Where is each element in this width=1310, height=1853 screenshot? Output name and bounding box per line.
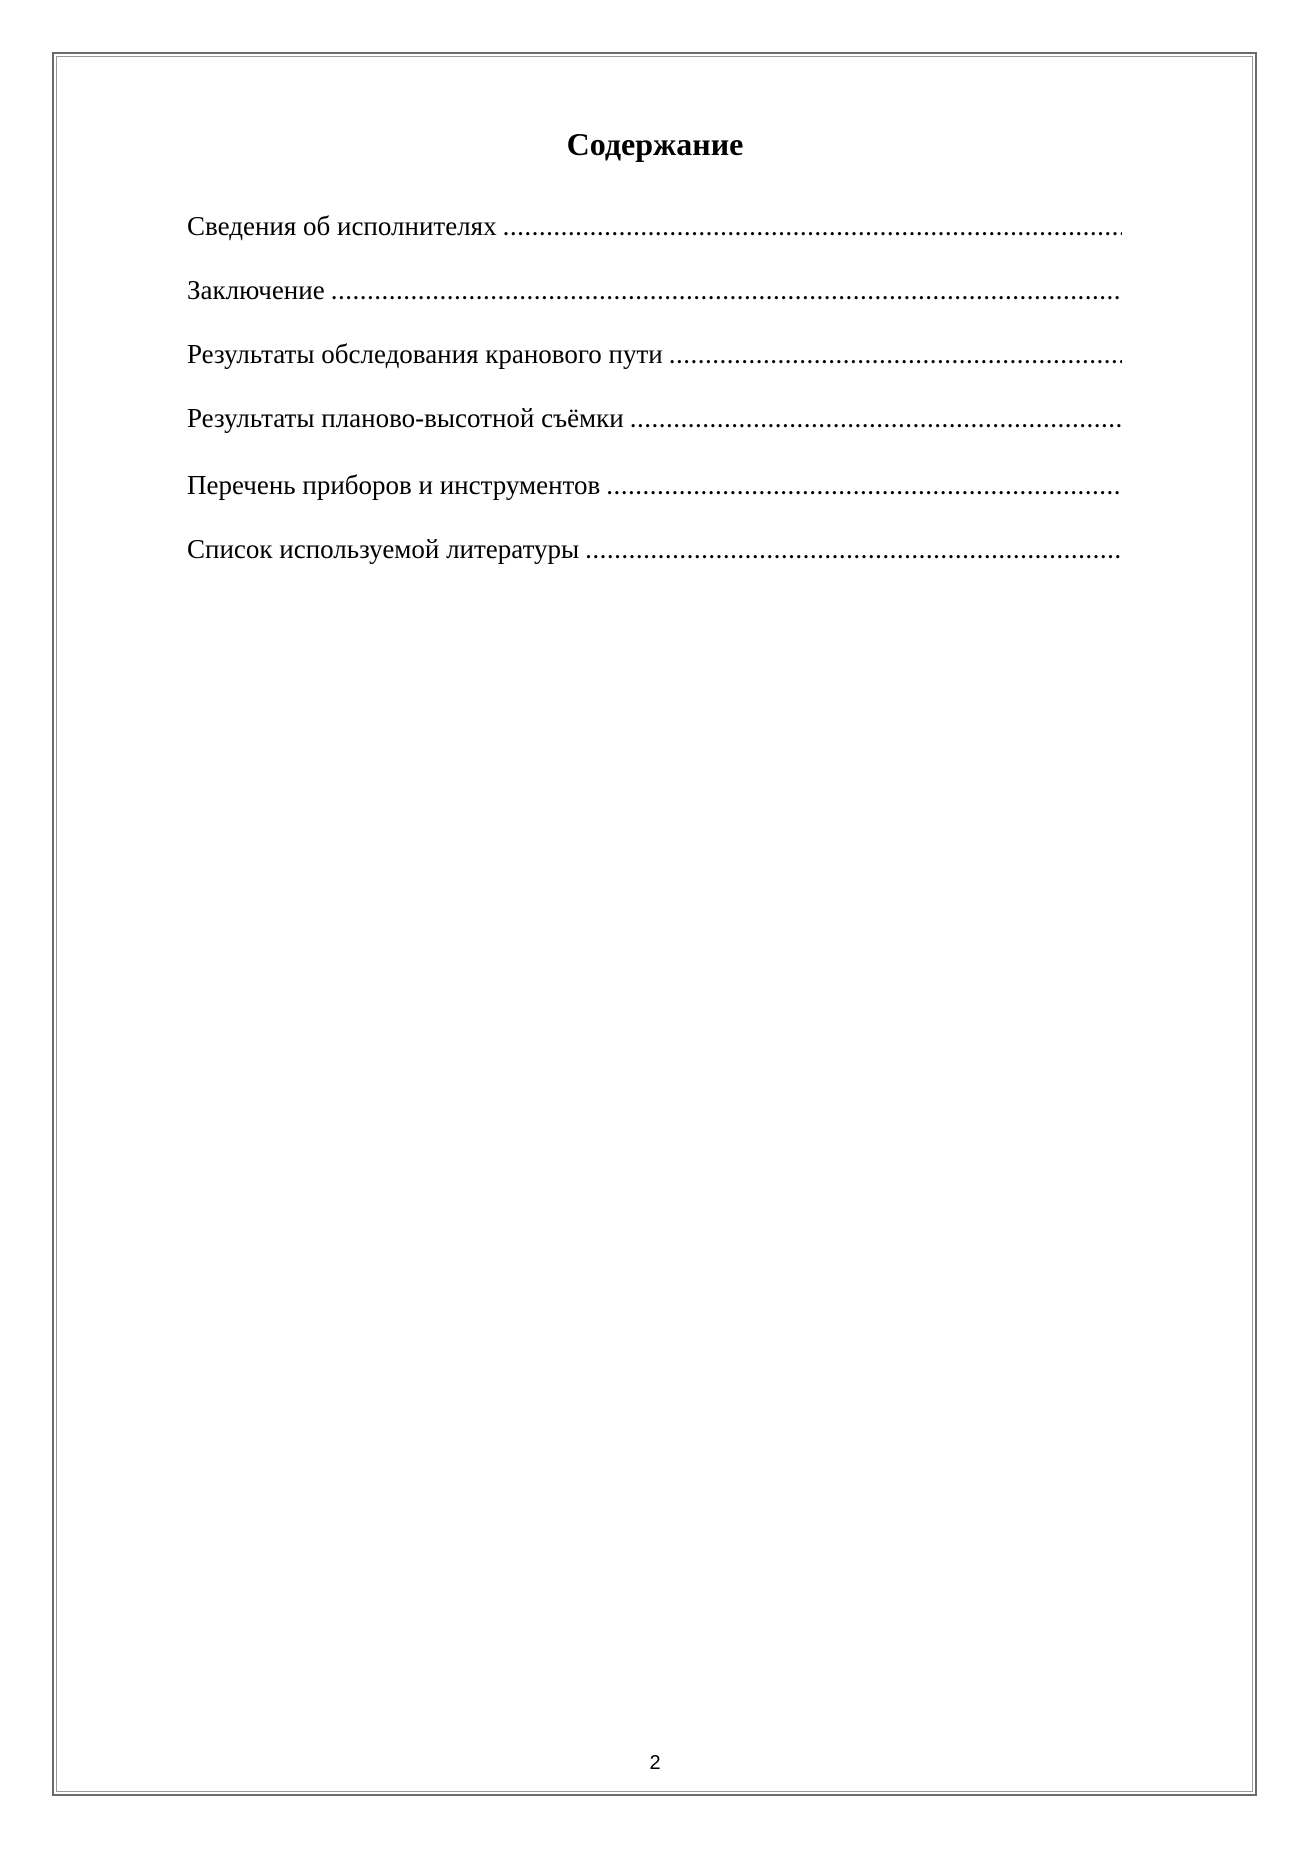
toc-entry-conclusion[interactable] xyxy=(187,270,1122,334)
toc-dot-leader xyxy=(331,270,1122,310)
toc-entry-label: Результаты обследования кранового пути xyxy=(187,339,663,369)
toc-dot-leader xyxy=(630,398,1122,438)
toc-entry-references[interactable] xyxy=(187,529,1122,593)
toc-dot-leader xyxy=(669,334,1122,374)
toc-entry-label: Результаты планово-высотной съёмки xyxy=(187,403,624,433)
toc-entry-executors[interactable] xyxy=(187,206,1122,270)
toc-entry-label: Заключение xyxy=(187,275,325,305)
toc-entry-crane-track-results[interactable] xyxy=(187,334,1122,398)
page-title: Содержание xyxy=(566,126,744,162)
toc-entry-instruments-list[interactable] xyxy=(187,465,1122,529)
toc-entry-label: Перечень приборов и инструментов xyxy=(187,470,601,500)
toc-dot-leader xyxy=(606,465,1122,505)
toc-entry-label: Список используемой литературы xyxy=(187,534,580,564)
toc-entry-survey-results[interactable] xyxy=(187,398,1122,462)
toc-dot-leader xyxy=(503,206,1122,246)
page-number: 2 xyxy=(649,1752,661,1774)
table-of-contents xyxy=(187,206,1122,593)
toc-dot-leader xyxy=(585,529,1122,569)
toc-entry-label: Сведения об исполнителях xyxy=(187,211,497,241)
